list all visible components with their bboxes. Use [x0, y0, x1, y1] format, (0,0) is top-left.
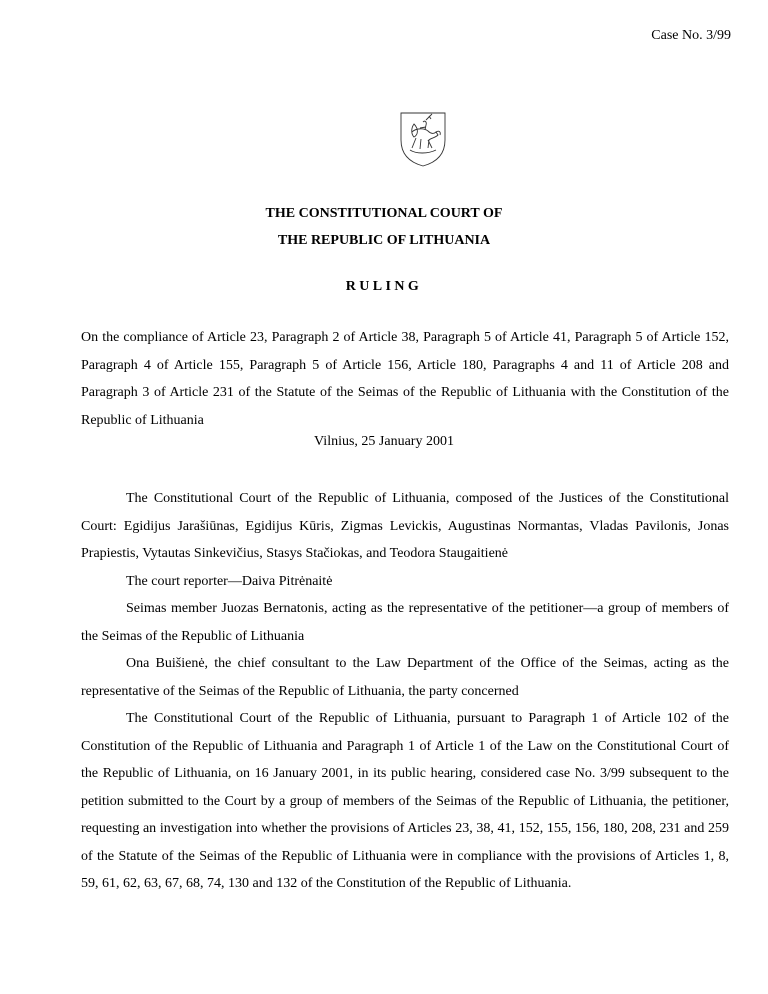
ruling-heading: RULING	[345, 279, 423, 294]
court-name-line-2: THE REPUBLIC OF LITHUANIA	[277, 233, 491, 248]
ruling-body	[81, 485, 729, 898]
paragraph-hearing: The Constitutional Court of the Republic of Lithuania, pursuant to Paragraph 1 of Article 102 of the Constitution of the Republic of Lithuania and Paragraph 1 of Article 1 of the Law on the Constitutional Court of the Republic of Lithuania, on 16 January 2001, in its public hearing, considered case No. 3/99 subsequent to the petition submitted to the Court by a group of members of the Seimas of the Republic of Lithuania, the petitioner, requesting an investigation into whether the provisions of Articles 23, 38, 41, 152, 155, 156, 180, 208, 231 and 259 of the Statute of the Seimas of the Republic of Lithuania were in compliance with the provisions of Articles 1, 8, 59, 61, 62, 63, 67, 68, 74, 130 and 132 of the Constitution of the Republic of Lithuania.	[81, 711, 729, 891]
case-number: Case No. 3/99	[651, 28, 731, 43]
court-name-line-1: THE CONSTITUTIONAL COURT OF	[265, 206, 503, 221]
paragraph-party-concerned-representative: Ona Buišienė, the chief consultant to the Law Department of the Office of the Seimas, acting as the representative of the Seimas of the Republic of Lithuania, the party concerned	[81, 656, 729, 699]
coat-of-arms-icon	[398, 110, 448, 168]
paragraph-court-reporter: The court reporter—Daiva Pitrėnaitė	[126, 573, 333, 589]
paragraph-petitioner-representative: Seimas member Juozas Bernatonis, acting as the representative of the petitioner—a group of members of the Seimas of the Republic of Lithuania	[81, 601, 729, 644]
paragraph-composition: The Constitutional Court of the Republic of Lithuania, composed of the Justices of the Constitutional Court: Egidijus Jarašiūnas, Egidijus Kūris, Zigmas Levickis, Augustinas Normantas, Vladas Pavilonis, Jonas Prapiestis, Vytautas Sinkevičius, Stasys Stačiokas, and Teodora Staugaitienė	[81, 491, 729, 561]
ruling-subject: On the compliance of Article 23, Paragraph 2 of Article 38, Paragraph 5 of Article 41, Paragraph 5 of Article 152, Paragraph 4 of Article 155, Paragraph 5 of Article 156, Article 180, Paragraphs 4 and 11 of Article 208 and Paragraph 3 of Article 231 of the Statute of the Seimas of the Republic of Lithuania with the Constitution of the Republic of Lithuania	[81, 330, 729, 428]
place-and-date: Vilnius, 25 January 2001	[314, 434, 454, 449]
